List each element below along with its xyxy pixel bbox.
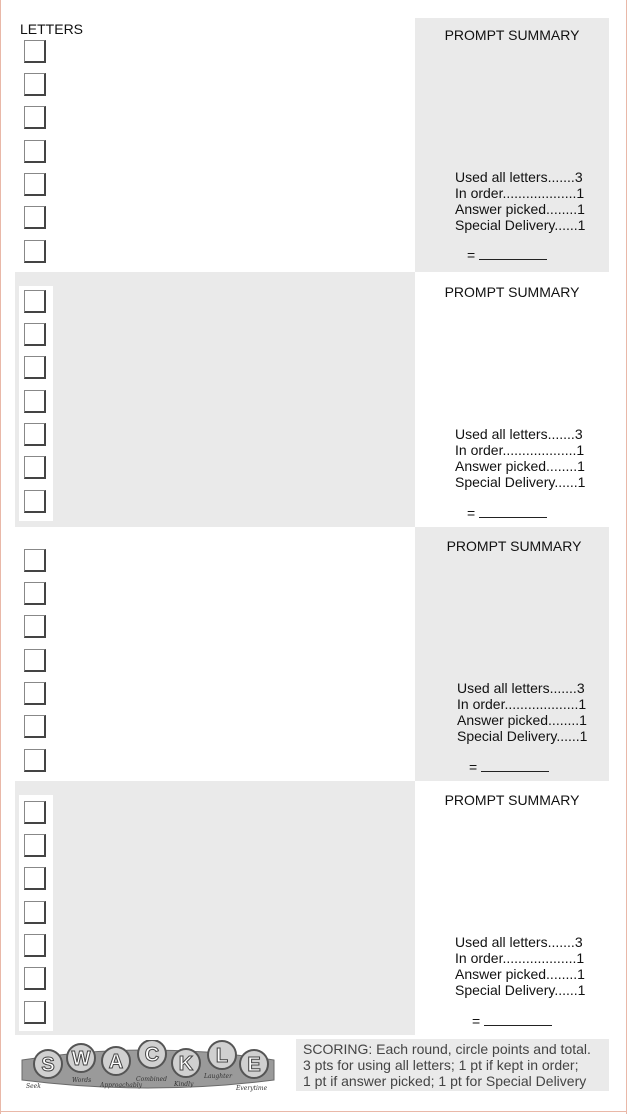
letter-box[interactable] [24, 423, 46, 446]
score-line-answer-picked: Answer picked........1 [457, 712, 587, 728]
score-line-in-order: In order...................1 [457, 696, 587, 712]
letter-box[interactable] [24, 456, 46, 479]
score-line-all-letters: Used all letters.......3 [457, 680, 585, 696]
round-2-summary [415, 272, 609, 527]
letter-box[interactable] [24, 323, 46, 346]
total-field[interactable] [467, 505, 547, 521]
letter-box[interactable] [24, 140, 46, 163]
total-field[interactable] [469, 759, 549, 775]
total-blank-line[interactable] [479, 505, 547, 518]
score-lines [455, 934, 585, 998]
score-line-all-letters: Used all letters.......3 [455, 934, 583, 950]
swackle-logo [20, 1040, 276, 1096]
round-2 [15, 272, 609, 527]
summary-title: PROMPT SUMMARY [446, 538, 582, 554]
score-line-all-letters: Used all letters.......3 [455, 426, 583, 442]
summary-title: PROMPT SUMMARY [444, 792, 580, 808]
letter-box[interactable] [24, 73, 46, 96]
score-line-special-delivery: Special Delivery......1 [455, 982, 586, 998]
score-line-special-delivery: Special Delivery......1 [455, 217, 586, 233]
letter-box[interactable] [24, 834, 46, 857]
letter-box[interactable] [24, 106, 46, 129]
score-line-answer-picked: Answer picked........1 [455, 201, 585, 217]
score-line-special-delivery: Special Delivery......1 [457, 728, 588, 744]
logo-tile-letter: W [71, 1048, 91, 1070]
page-edge-left [0, 0, 1, 1114]
logo-tagline-word: Laughter [204, 1073, 232, 1080]
logo-tagline-word: Everytime [236, 1085, 268, 1092]
score-line-answer-picked: Answer picked........1 [455, 966, 585, 982]
logo-tile [240, 1050, 268, 1078]
scoring-line: 1 pt if answer picked; 1 pt for Special Delivery [303, 1073, 587, 1089]
summary-title: PROMPT SUMMARY [444, 27, 580, 43]
letter-box[interactable] [24, 549, 46, 572]
score-line-in-order: In order...................1 [455, 950, 585, 966]
letter-box[interactable] [24, 801, 46, 824]
scoring-line: SCORING: Each round, circle points and total. [303, 1041, 591, 1057]
letter-box[interactable] [24, 934, 46, 957]
letter-box[interactable] [24, 173, 46, 196]
round-4 [15, 781, 609, 1035]
logo-tile [208, 1041, 236, 1069]
scoring-box [296, 1039, 609, 1091]
letter-box[interactable] [24, 390, 46, 413]
letter-box[interactable] [24, 901, 46, 924]
letter-box[interactable] [24, 206, 46, 229]
summary-title: PROMPT SUMMARY [444, 284, 580, 300]
logo-tagline-word: Seek [26, 1083, 41, 1090]
letter-box[interactable] [24, 1001, 46, 1024]
total-field[interactable] [472, 1013, 552, 1029]
total-field[interactable] [467, 247, 547, 263]
logo-tagline-word: Kindly [174, 1081, 194, 1088]
score-line-in-order: In order...................1 [455, 185, 585, 201]
score-line-answer-picked: Answer picked........1 [455, 458, 585, 474]
letter-box[interactable] [24, 240, 46, 263]
logo-tile [67, 1044, 95, 1072]
score-lines [457, 680, 587, 744]
scoring-text [303, 1041, 591, 1089]
round-3-summary [417, 527, 611, 781]
total-blank-line[interactable] [484, 1013, 552, 1026]
logo-tile [34, 1050, 62, 1078]
equals-sign: = [467, 505, 476, 521]
round-4-summary [415, 781, 609, 1035]
logo-tile-letter: E [247, 1054, 261, 1076]
scoring-line: 3 pts for using all letters; 1 pt if kept in order; [303, 1057, 579, 1073]
logo-tile [172, 1049, 200, 1077]
logo-tile [138, 1040, 166, 1068]
letter-box[interactable] [24, 967, 46, 990]
equals-sign: = [469, 759, 478, 775]
letter-box[interactable] [24, 749, 46, 772]
logo-tagline-word: Words [72, 1077, 92, 1084]
round-1 [15, 18, 609, 272]
logo-tile-letter: K [178, 1053, 194, 1075]
letter-box[interactable] [24, 356, 46, 379]
logo-tagline-word: Combined [136, 1076, 167, 1083]
logo-tile-letter: S [41, 1054, 55, 1076]
page-edge-right [626, 0, 627, 1114]
equals-sign: = [467, 247, 476, 263]
page-edge-bottom [0, 1111, 627, 1112]
letters-title: LETTERS [20, 21, 84, 37]
logo-tile-letter: A [108, 1051, 124, 1073]
letter-box[interactable] [24, 615, 46, 638]
letter-box[interactable] [24, 490, 46, 513]
round-1-summary [415, 18, 609, 272]
letter-box[interactable] [24, 290, 46, 313]
total-blank-line[interactable] [481, 759, 549, 772]
logo-tile [102, 1047, 130, 1075]
score-lines [455, 169, 585, 233]
letter-box[interactable] [24, 40, 46, 63]
score-lines [455, 426, 585, 490]
logo-tile-letter: C [144, 1044, 160, 1066]
round-3 [15, 527, 609, 781]
score-line-special-delivery: Special Delivery......1 [455, 474, 586, 490]
letter-box[interactable] [24, 715, 46, 738]
letter-box[interactable] [24, 682, 46, 705]
letter-box[interactable] [24, 649, 46, 672]
score-line-all-letters: Used all letters.......3 [455, 169, 583, 185]
letter-box[interactable] [24, 867, 46, 890]
total-blank-line[interactable] [479, 247, 547, 260]
logo-tile-letter: L [215, 1045, 229, 1067]
letter-box[interactable] [24, 582, 46, 605]
score-line-in-order: In order...................1 [455, 442, 585, 458]
logo-tagline-word: Approachably [100, 1082, 143, 1089]
equals-sign: = [472, 1013, 481, 1029]
